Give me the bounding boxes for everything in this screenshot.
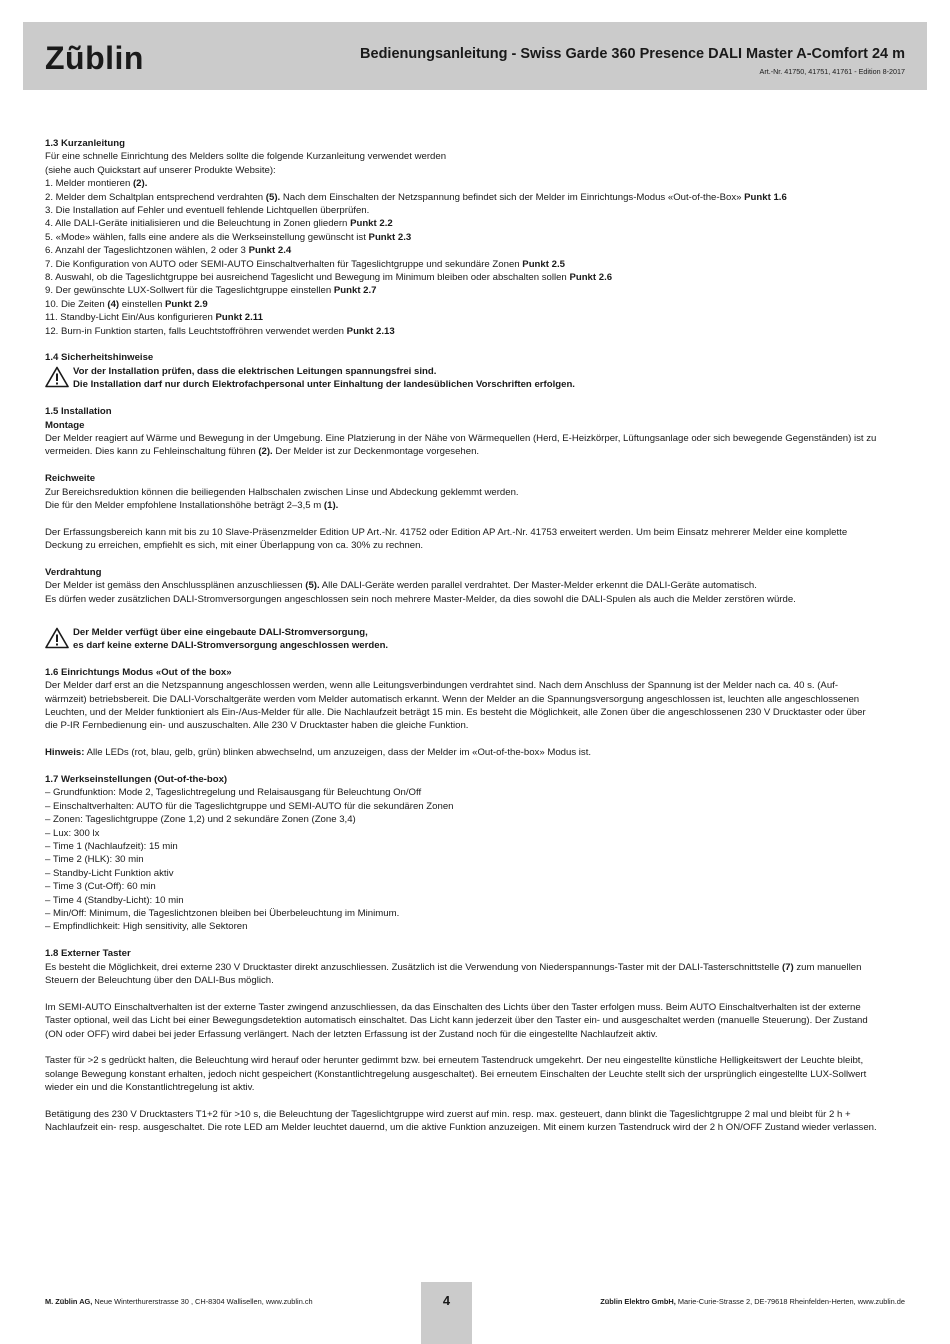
warning-text: Vor der Installation prüfen, dass die elektrischen Leitungen spannungsfrei sind.: [73, 365, 437, 377]
paragraph: Nachlaufzeit ein- resp. ausgeschaltet. Die rote LED am Melder leuchtet dauernd, um die aktive Funktion anzuzeigen. Mit einem kurzen Tastendruck wird der 2 h ON/OFF Zustand wieder verlassen.: [45, 1122, 877, 1134]
document-title: Bedienungsanleitung - Swiss Garde 360 Presence DALI Master A-Comfort 24 m: [360, 46, 905, 62]
section-externer-taster: [45, 947, 910, 1135]
subsection-heading: Verdrahtung: [45, 566, 102, 578]
paragraph: Leuchten, und der Melder funktioniert als Ein-/Aus-Melder für alle. Die Nachlaufzeit beträgt 15 min. Es besteht die Möglichkeit, alle Zonen über die angeschlossenen 230 V Drucktaster oder über: [45, 706, 866, 718]
warning-text: Die Installation darf nur durch Elektrofachpersonal unter Einhaltung der landesüblichen Vorschriften erfolgen.: [73, 379, 575, 391]
section-werkseinstellungen: [45, 773, 910, 934]
step-item: 4. Alle DALI-Geräte initialisieren und die Beleuchtung in Zonen gliedern Punkt 2.2: [45, 218, 393, 230]
warning-triangle-icon: [45, 365, 73, 388]
page-number: 4: [442, 1293, 451, 1308]
section-heading: 1.4 Sicherheitshinweise: [45, 352, 154, 364]
warning-block: [45, 365, 910, 392]
paragraph: solange Bewegung konstant erhalten, jedoch nicht gespeichert (Konstantlichtregelung ausgeschaltet). Bei erneutem Einschalten der Leuchte stellt sich der ursprünglich eingestellte LUX-Sollwert: [45, 1068, 867, 1080]
defaults-list: [45, 786, 910, 933]
footer-address-de: Züblin Elektro GmbH, Marie-Curie-Strasse 2, DE-79618 Rheinfelden-Herten, www.zublin.de: [600, 1297, 905, 1306]
subsection-heading: Reichweite: [45, 473, 96, 485]
default-setting-item: – Zonen: Tageslichtgruppe (Zone 1,2) und 2 sekundäre Zonen (Zone 3,4): [45, 814, 356, 826]
warning-text: Der Melder verfügt über eine eingebaute DALI-Stromversorgung,: [73, 626, 368, 638]
section-heading: 1.8 Externer Taster: [45, 948, 131, 960]
section-heading: 1.3 Kurzanleitung: [45, 138, 125, 149]
paragraph: Der Melder darf erst an die Netzspannung angeschlossen werden, wenn alle Leitungsverbindungen verdrahtet sind. Nach dem Anschluss der Spannung ist der Melder nach ca. 40 s. (Auf-: [45, 680, 839, 692]
step-item: 12. Burn-in Funktion starten, falls Leuchtstoffröhren verwendet werden Punkt 2.13: [45, 325, 395, 337]
step-list: [45, 177, 910, 338]
default-setting-item: – Time 1 (Nachlaufzeit): 15 min: [45, 840, 178, 852]
paragraph: (ON oder OFF) wird dabei bei jeder Erfassung verlängert. Nach der letzten Erfassung ist der Zustand noch für die eingestellte Nachlaufzeit aktiv.: [45, 1028, 658, 1040]
subsection-heading: Montage: [45, 419, 85, 431]
brand-logo: Zũblin: [45, 40, 144, 76]
paragraph: wieder ein und die Konstantlichtregelung ist aktiv.: [45, 1082, 255, 1094]
default-setting-item: – Min/Off: Minimum, die Tageslichtzonen bleiben bei Überbeleuchtung im Minimum.: [45, 908, 400, 920]
warning-text: es darf keine externe DALI-Stromversorgung angeschlossen werden.: [73, 639, 389, 651]
default-setting-item: – Einschaltverhalten: AUTO für die Tageslichtgruppe und SEMI-AUTO für die sekundären Zonen: [45, 800, 454, 812]
default-setting-item: – Time 3 (Cut-Off): 60 min: [45, 881, 156, 893]
paragraph: Zur Bereichsreduktion können die beiliegenden Halbschalen zwischen Linse und Abdeckung geklemmt werden.: [45, 486, 519, 498]
document-body: [45, 137, 910, 1135]
hint-paragraph: Hinweis: Alle LEDs (rot, blau, gelb, grün) blinken abwechselnd, um anzuzeigen, dass der Melder im «Out-of-the-box» Modus ist.: [45, 747, 592, 759]
paragraph: (siehe auch Quickstart auf unserer Produkte Website):: [45, 164, 276, 176]
section-kurzanleitung: [45, 137, 910, 338]
section-sicherheitshinweise: [45, 351, 910, 391]
default-setting-item: – Lux: 300 lx: [45, 827, 100, 839]
step-item: 2. Melder dem Schaltplan entsprechend verdrahten (5). Nach dem Einschalten der Netzspannung befindet sich der Melder im Einrichtungs-Modus «Out-of-the-Box» Punkt 1.6: [45, 191, 787, 203]
paragraph: Der Erfassungsbereich kann mit bis zu 10 Slave-Präsenzmelder Edition UP Art.-Nr. 41752 oder Edition AP Art.-Nr. 41753 erweitert werden. Um beim Einsatz mehrerer Melder eine komplette: [45, 526, 848, 538]
paragraph: Es dürfen weder zusätzlichen DALI-Stromversorgungen angeschlossen sein noch mehrere Master-Melder, da dies sowohl die DALI-Spulen als auch die Melder zerstören würde.: [45, 593, 796, 605]
warning-block: [45, 626, 910, 653]
paragraph: Im SEMI-AUTO Einschaltverhalten ist der externe Taster zwingend anzuschliessen, da das Einschalten des Lichts über den Taster erfolgen muss. Beim AUTO Einschaltverhalten ist der externe: [45, 1001, 861, 1013]
paragraph: Der Melder ist gemäss den Anschlussplänen anzuschliessen (5). Alle DALI-Geräte werden parallel verdrahtet. Der Master-Melder erkennt die DALI-Geräte automatisch.: [45, 580, 757, 592]
step-item: 1. Melder montieren (2).: [45, 178, 148, 190]
default-setting-item: – Time 2 (HLK): 30 min: [45, 854, 144, 866]
paragraph: Deckung zu erreichen, empfiehlt es sich, mit einer Überlappung von ca. 30% zu rechnen.: [45, 540, 424, 552]
step-item: 11. Standby-Licht Ein/Aus konfigurieren Punkt 2.11: [45, 312, 263, 324]
section-einrichtungs-modus: [45, 666, 910, 760]
paragraph: Die für den Melder empfohlene Installationshöhe beträgt 2–3,5 m (1).: [45, 499, 339, 511]
section-heading: 1.5 Installation: [45, 406, 112, 418]
paragraph: wärmzeit) betriebsbereit. Die DALI-Vorschaltgeräte werden vom Melder automatisch erkannt. Wenn der Melder an die Spannungsversorgung angeschlossen ist, leuchten alle angeschlossenen: [45, 693, 860, 705]
paragraph: Für eine schnelle Einrichtung des Melders sollte die folgende Kurzanleitung verwendet werden: [45, 151, 447, 163]
step-item: 6. Anzahl der Tageslichtzonen wählen, 2 oder 3 Punkt 2.4: [45, 245, 292, 257]
step-item: 5. «Mode» wählen, falls eine andere als die Werkseinstellung gewünscht ist Punkt 2.3: [45, 231, 412, 243]
page-header: [23, 22, 927, 90]
step-item: 8. Auswahl, ob die Tageslichtgruppe bei ausreichend Tageslicht und Bewegung im Minimum bleiben oder abschalten sollen Punkt 2.6: [45, 272, 613, 284]
paragraph: Betätigung des 230 V Drucktasters T1+2 für >10 s, die Beleuchtung der Tageslichtgruppe wird zuerst auf min. resp. max. gesteuert, dann blinkt die Tageslichtgruppe 2 mal und bleibt für 2 h +: [45, 1109, 851, 1121]
footer-address-ch: M. Züblin AG, Neue Winterthurerstrasse 30 , CH-8304 Wallisellen, www.zublin.ch: [45, 1297, 313, 1306]
paragraph: Es besteht die Möglichkeit, drei externe 230 V Drucktaster direkt anzuschliessen. Zusätzlich ist die Verwendung von Niederspannungs-Taster mit der DALI-Tasterschnittstelle (7) zum manuellen: [45, 961, 862, 973]
step-item: 3. Die Installation auf Fehler und eventuell fehlende Lichtquellen überprüfen.: [45, 205, 370, 217]
paragraph: Steuern der Beleuchtung über den DALI-Bus möglich.: [45, 975, 274, 987]
section-heading: 1.6 Einrichtungs Modus «Out of the box»: [45, 666, 232, 678]
paragraph: Der Melder reagiert auf Wärme und Bewegung in der Umgebung. Eine Platzierung in der Nähe von Wärmequellen (Herd, E-Heizkörper, Lüftungsanlage oder sich bewegende Gegenständen) ist zu: [45, 432, 877, 444]
paragraph: Taster optional, weil das Licht bei einer Bewegungsdetektion automatisch einschaltet. Das Licht kann jederzeit über den Taster ein- und ausgeschaltet werden (manuelle Steuerung). Der Zustand: [45, 1015, 868, 1027]
default-setting-item: – Time 4 (Standby-Licht): 10 min: [45, 894, 184, 906]
default-setting-item: – Empfindlichkeit: High sensitivity, alle Sektoren: [45, 921, 248, 933]
page-number-box: [421, 1282, 472, 1344]
step-item: 7. Die Konfiguration von AUTO oder SEMI-AUTO Einschaltverhalten für Tageslichtgruppe und sekundäre Zonen Punkt 2.5: [45, 258, 565, 270]
document-subtitle: Art.-Nr. 41750, 41751, 41761 - Edition 8-2017: [759, 67, 905, 76]
warning-triangle-icon: [45, 626, 73, 649]
step-item: 9. Der gewünschte LUX-Sollwert für die Tageslichtgruppe einstellen Punkt 2.7: [45, 285, 377, 297]
step-item: 10. Die Zeiten (4) einstellen Punkt 2.9: [45, 298, 208, 310]
section-installation: [45, 405, 910, 652]
paragraph: Taster für >2 s gedrückt halten, die Beleuchtung wird herauf oder herunter gedimmt bzw. bei erneutem Tastendruck umgekehrt. Der neu eingestellte künstliche Helligkeitswert der Leuchte bleibt,: [45, 1055, 864, 1067]
paragraph: die P-IR Fernbedienung ein- und auszuschalten. Alle 230 V Drucktaster haben die gleiche Funktion.: [45, 720, 469, 732]
default-setting-item: – Grundfunktion: Mode 2, Tageslichtregelung und Relaisausgang für Beleuchtung On/Off: [45, 787, 422, 799]
default-setting-item: – Standby-Licht Funktion aktiv: [45, 867, 174, 879]
paragraph: vermeiden. Dies kann zu Fehleinschaltung führen (2). Der Melder ist zur Deckenmontage vorgesehen.: [45, 446, 480, 458]
section-heading: 1.7 Werkseinstellungen (Out-of-the-box): [45, 773, 228, 785]
